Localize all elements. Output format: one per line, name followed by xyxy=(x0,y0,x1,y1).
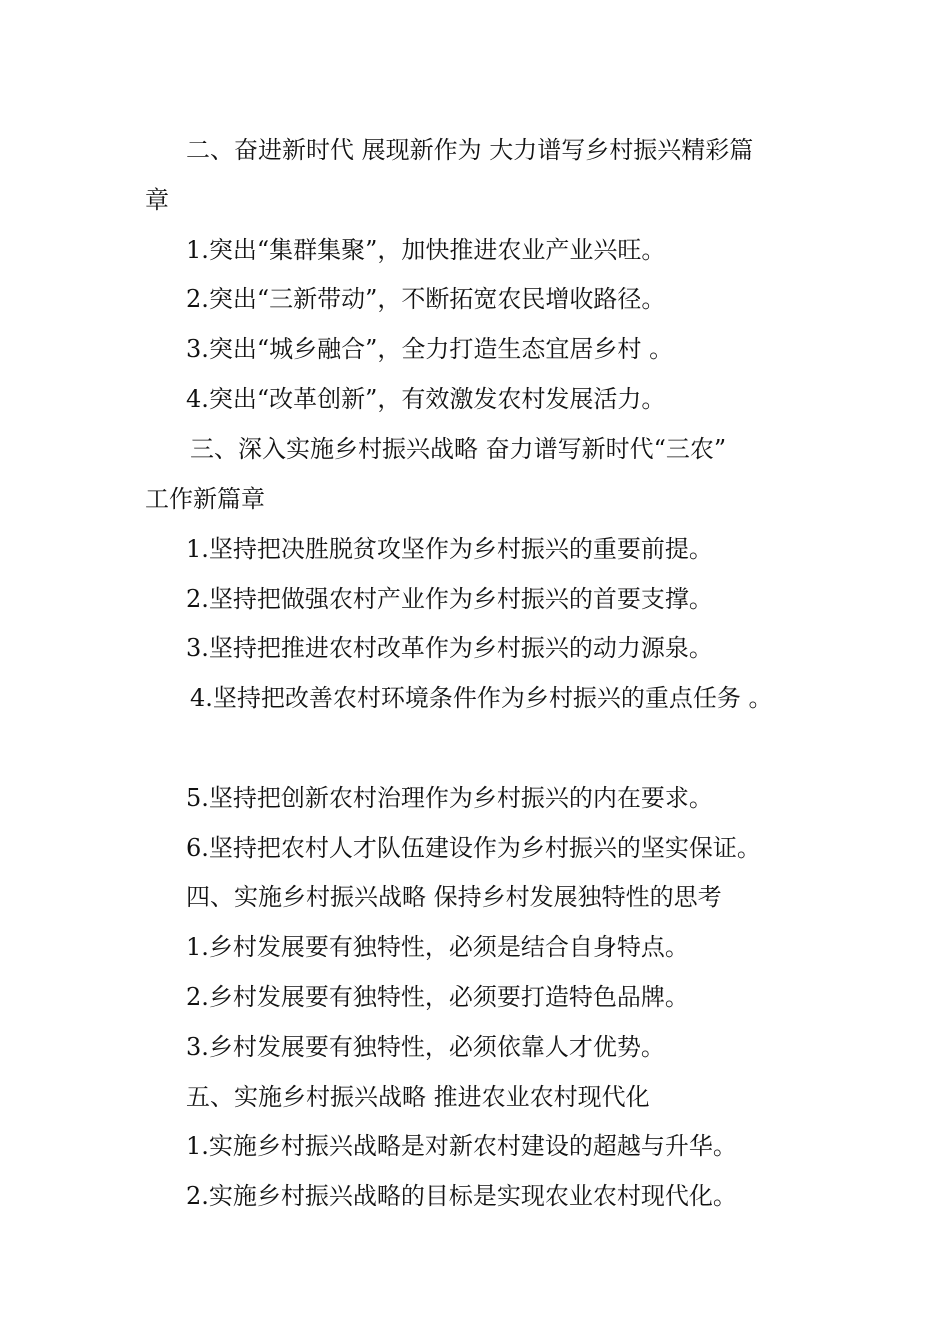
paragraph-line: 3.乡村发展要有独特性，必须依靠人才优势。 xyxy=(186,1033,665,1061)
paragraph-line: 3.坚持把推进农村改革作为乡村振兴的动力源泉。 xyxy=(186,634,713,662)
paragraph-line: 2.突出“三新带动”，不断拓宽农民增收路径。 xyxy=(186,285,666,313)
paragraph-line: 4.突出“改革创新”，有效激发农村发展活力。 xyxy=(186,385,666,413)
paragraph-line: 1.乡村发展要有独特性，必须是结合自身特点。 xyxy=(186,933,689,961)
paragraph-line: 5.坚持把创新农村治理作为乡村振兴的内在要求。 xyxy=(186,784,713,812)
section-heading-2-continued: 章 xyxy=(145,186,169,214)
section-heading-4: 四、实施乡村振兴战略 保持乡村发展独特性的思考 xyxy=(186,883,722,911)
section-heading-3: 三、深入实施乡村振兴战略 奋力谱写新时代“三农” xyxy=(190,435,727,463)
section-heading-2: 二、奋进新时代 展现新作为 大力谱写乡村振兴精彩篇 xyxy=(186,136,754,164)
paragraph-line: 1.坚持把决胜脱贫攻坚作为乡村振兴的重要前提。 xyxy=(186,535,713,563)
paragraph-line: 2.乡村发展要有独特性，必须要打造特色品牌。 xyxy=(186,983,689,1011)
paragraph-line: 4.坚持把改善农村环境条件作为乡村振兴的重点任务 。 xyxy=(190,684,773,712)
paragraph-line: 2.坚持把做强农村产业作为乡村振兴的首要支撑。 xyxy=(186,585,713,613)
paragraph-line: 1.突出“集群集聚”，加快推进农业产业兴旺。 xyxy=(186,236,666,264)
paragraph-line: 2.实施乡村振兴战略的目标是实现农业农村现代化。 xyxy=(186,1182,737,1210)
paragraph-line: 1.实施乡村振兴战略是对新农村建设的超越与升华。 xyxy=(186,1132,737,1160)
paragraph-line: 6.坚持把农村人才队伍建设作为乡村振兴的坚实保证。 xyxy=(186,834,761,862)
section-heading-3-continued: 工作新篇章 xyxy=(145,485,265,513)
paragraph-line: 3.突出“城乡融合”，全力打造生态宜居乡村 。 xyxy=(186,335,674,363)
section-heading-5: 五、实施乡村振兴战略 推进农业农村现代化 xyxy=(186,1083,650,1111)
